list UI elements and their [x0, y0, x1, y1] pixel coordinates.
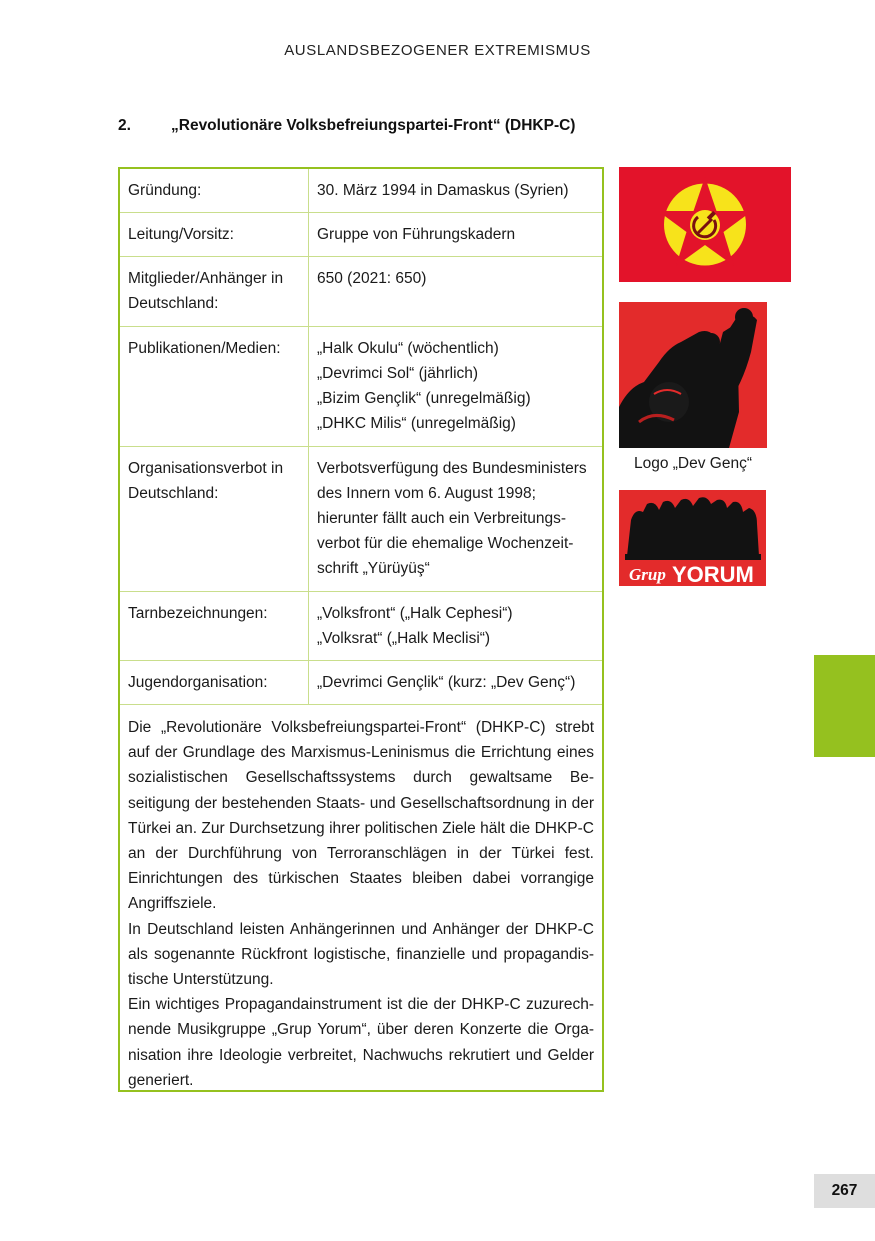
profile-value-line: 30. März 1994 in Damaskus (Syrien): [317, 182, 569, 199]
profile-value-line: „DHKC Milis“ (unregelmäßig): [317, 415, 516, 432]
profile-value: [309, 169, 602, 212]
profile-label: Publikationen/Medien:: [120, 327, 309, 446]
profile-label: Organisationsverbot in Deutschland:: [120, 447, 309, 591]
profile-value: [309, 661, 602, 704]
profile-value-line: Verbotsverfügung des Bundesministers des Innern vom 6. August 1998; hierunter fällt auch ein Verbreitungs-verbot für die ehemalige Wochenzeit-schrift „Yürüyüş“: [317, 460, 587, 577]
profile-row-leitung: [120, 213, 602, 257]
profile-value-line: „Devrimci Gençlik“ (kurz: „Dev Genç“): [317, 674, 576, 691]
profile-value-line: 650 (2021: 650): [317, 270, 427, 287]
profile-value-line: Gruppe von Führungskadern: [317, 226, 516, 243]
organization-description: [120, 705, 602, 1093]
dev-genc-caption: Logo „Dev Genç“: [633, 455, 753, 472]
profile-value-line: „Halk Okulu“ (wöchentlich): [317, 340, 499, 357]
grup-yorum-text-grup: Grup: [629, 565, 666, 584]
dev-genc-logo-icon: [619, 302, 767, 448]
profile-label: Mitglieder/Anhänger in Deutschland:: [120, 257, 309, 326]
profile-row-tarnbezeichnungen: [120, 592, 602, 661]
profile-row-mitglieder: [120, 257, 602, 327]
profile-row-organisationsverbot: [120, 447, 602, 592]
running-title: AUSLANDSBEZOGENER EXTREMISMUS: [284, 42, 591, 59]
grup-yorum-logo-icon: [619, 490, 766, 586]
profile-row-jugendorganisation: [120, 661, 602, 705]
description-paragraph: In Deutschland leisten Anhängerinnen und Anhänger der DHKP-C als sogenannte Rückfront logistische, finanzielle und propagandis-tische Unterstützung.: [128, 920, 594, 989]
profile-row-publikationen: [120, 327, 602, 447]
profile-value-line: „Bizim Gençlik“ (unregelmäßig): [317, 390, 531, 407]
page-number: 267: [814, 1174, 875, 1208]
profile-label: Leitung/Vorsitz:: [120, 213, 309, 256]
section-heading: [118, 117, 575, 135]
profile-value: [309, 447, 602, 591]
section-number: 2.: [118, 117, 131, 134]
profile-value-line: „Volksrat“ („Halk Meclisi“): [317, 630, 491, 647]
description-paragraph: Die „Revolutionäre Volksbefreiungspartei-Front“ (DHKP-C) strebt auf der Grundlage des Marxismus-Leninismus die Errichtung eines sozialistischen Gesellschaftssystems durch gewaltsame Be-seitigung der bestehenden Staats- und Gesellschaftsordnung in der Türkei an. Zur Durchsetzung ihrer politischen Ziele hält die DHKP-C an der Durchführung von Terroranschlägen in der Türkei fest. Einrichtungen des türkischen Staates bleiben dabei vorrangige Angriffsziele.: [128, 719, 594, 913]
profile-value: [309, 257, 602, 326]
profile-value-line: „Devrimci Sol“ (jährlich): [317, 365, 479, 382]
profile-label: Jugendorganisation:: [120, 661, 309, 704]
profile-value: [309, 592, 602, 660]
profile-value: [309, 213, 602, 256]
profile-value: [309, 327, 602, 446]
profile-row-gruendung: [120, 169, 602, 213]
profile-label: Tarnbezeichnungen:: [120, 592, 309, 660]
section-title: „Revolutionäre Volksbefreiungspartei-Front“ (DHKP-C): [171, 117, 576, 134]
dhkpc-flag-icon: [619, 167, 791, 282]
chapter-tab-marker: [814, 655, 875, 757]
profile-label: Gründung:: [120, 169, 309, 212]
description-paragraph: Ein wichtiges Propagandainstrument ist die der DHKP-C zuzurech-nende Musikgruppe „Grup Yorum“, über deren Konzerte die Orga-nisation ihre Ideologie verbreitet, Nachwuchs rekrutiert und Gelder generiert.: [128, 996, 594, 1089]
profile-value-line: „Volksfront“ („Halk Cephesi“): [317, 605, 513, 622]
grup-yorum-text-yorum: YORUM: [672, 562, 754, 586]
organization-profile-box: [118, 167, 604, 1092]
